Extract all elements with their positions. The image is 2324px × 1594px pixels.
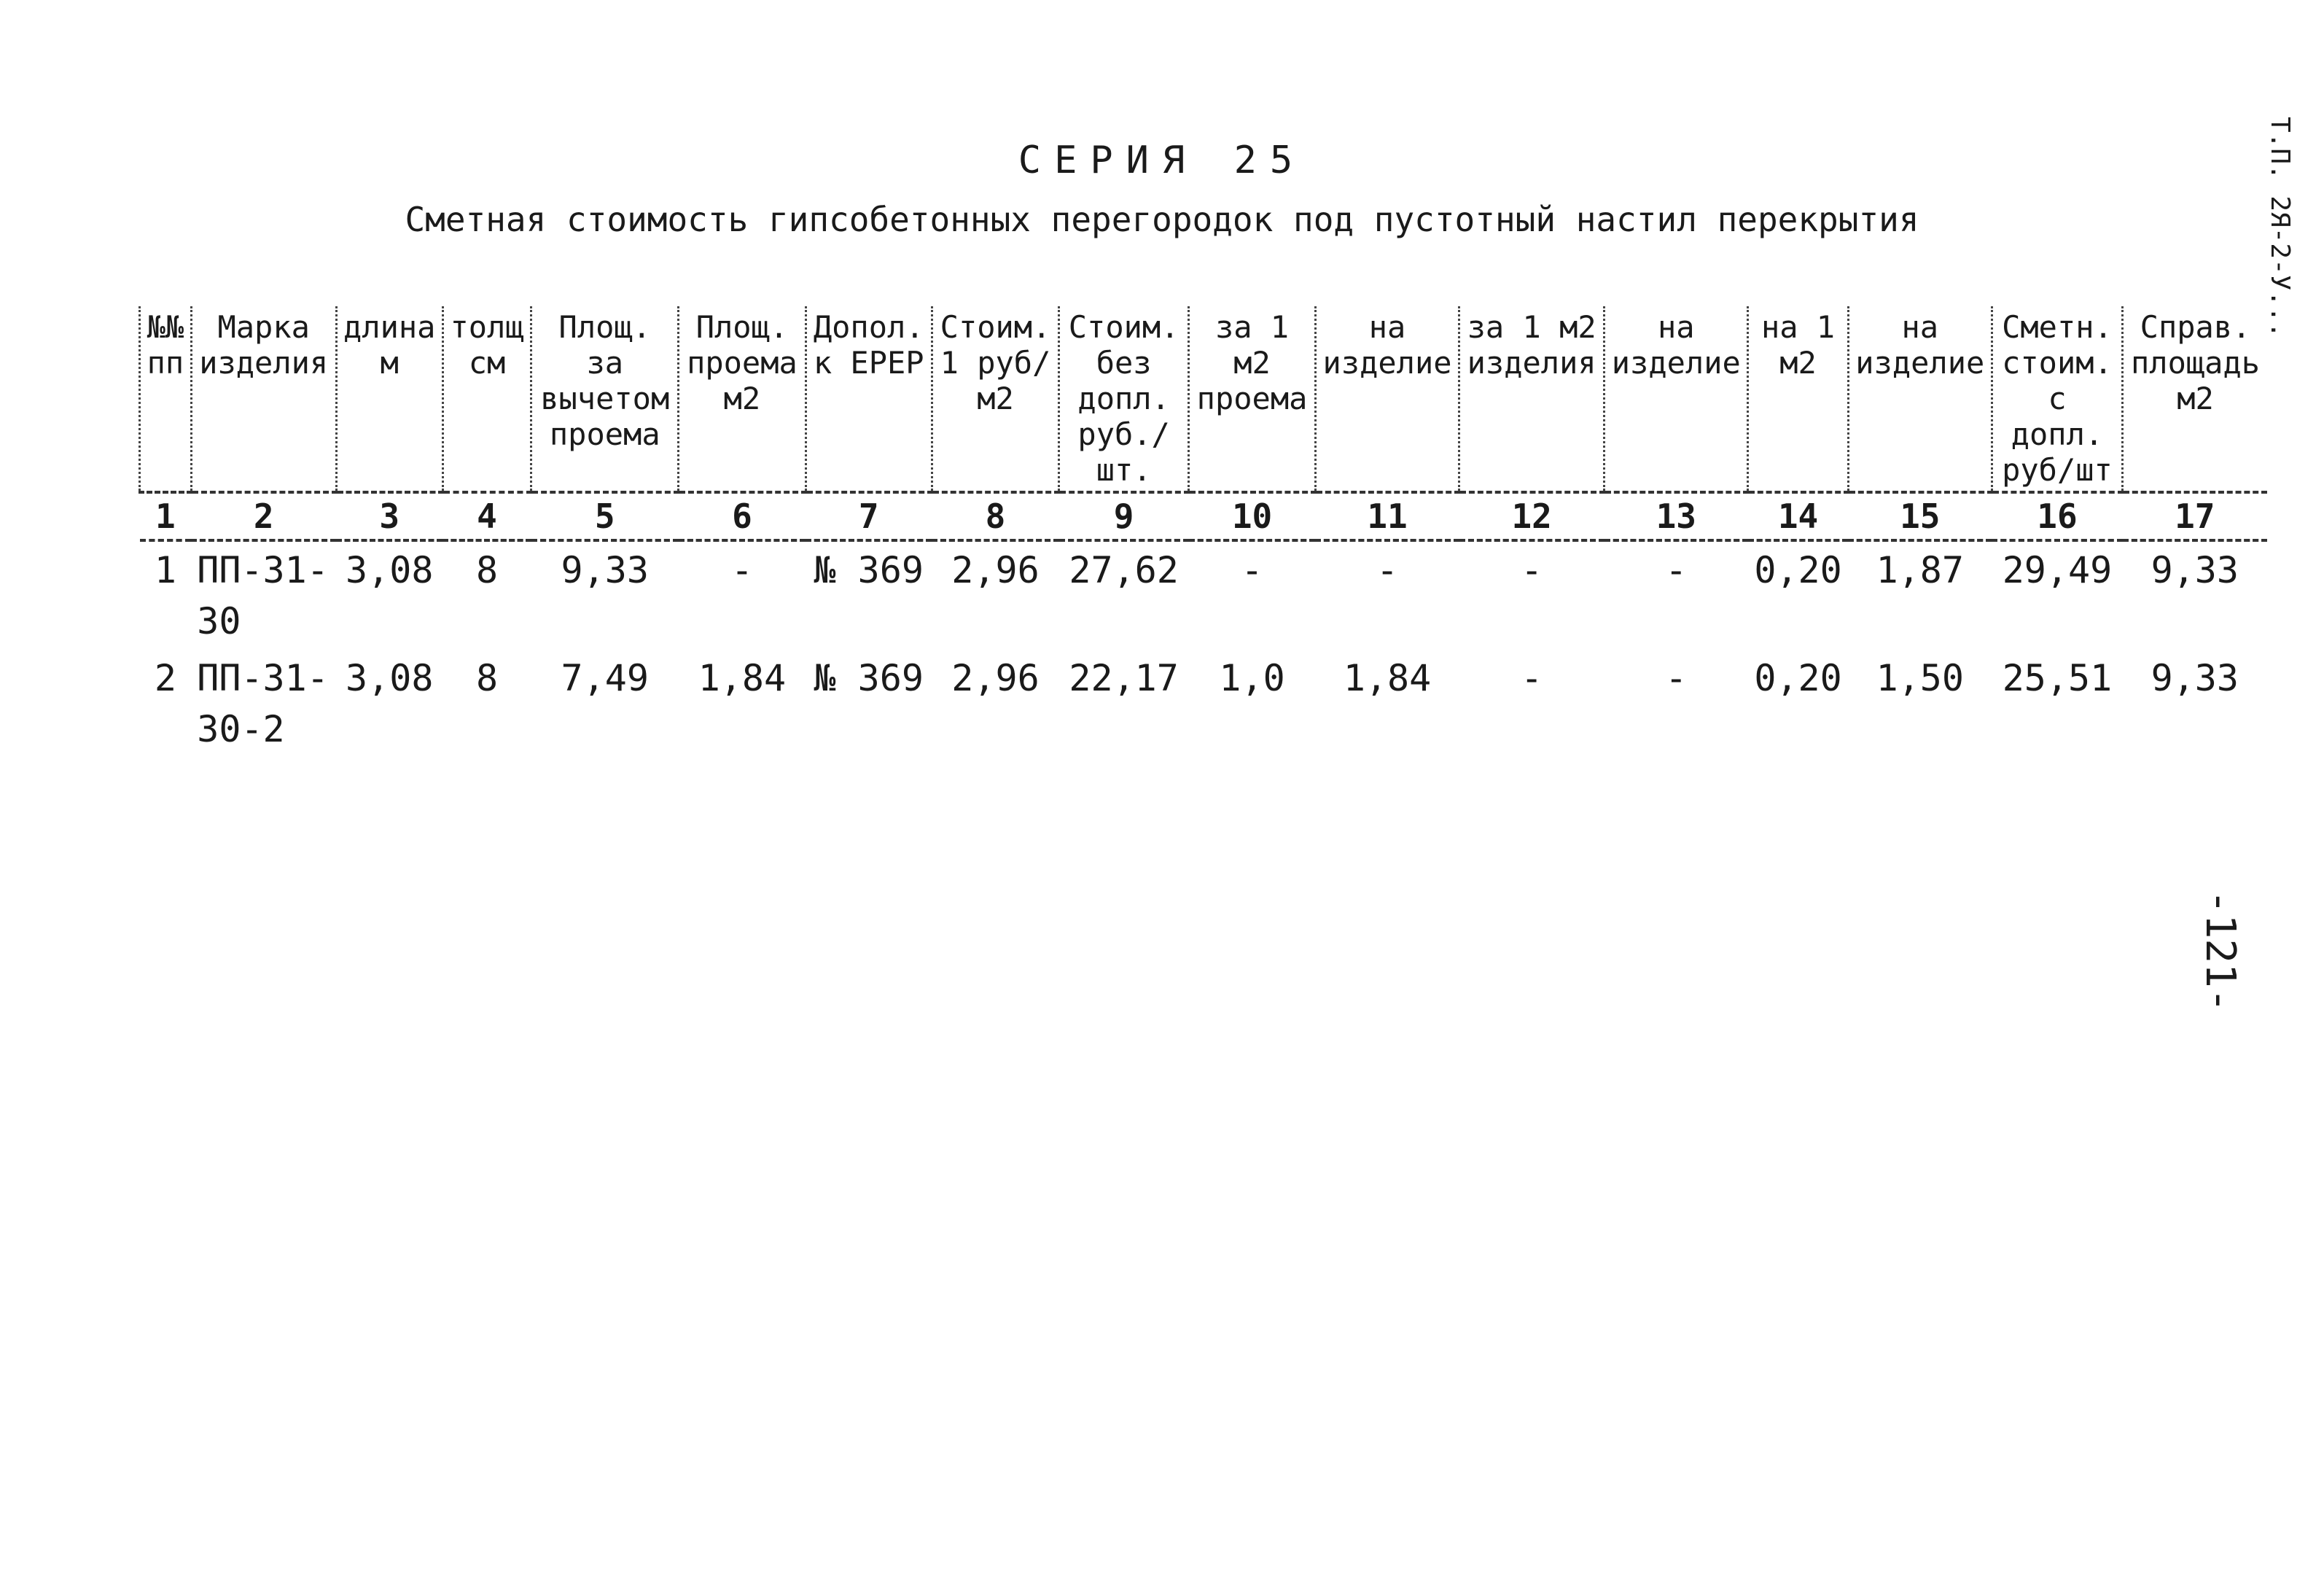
table-cell: 1,87	[1876, 549, 1964, 591]
table-row	[140, 540, 2268, 650]
column-headers	[140, 306, 2268, 492]
table-cell: 2,96	[951, 657, 1040, 699]
table-cell: -	[730, 549, 753, 591]
column-header: на изделие	[1604, 306, 1748, 492]
column-number: 8	[932, 492, 1058, 540]
column-number: 2	[191, 492, 336, 540]
table-cell: 7,49	[561, 657, 649, 699]
table-cell: 1	[154, 549, 176, 591]
side-code: Т.П. 2Я-2-У...	[2265, 117, 2295, 338]
column-header: длина м	[336, 306, 442, 492]
column-number: 9	[1059, 492, 1189, 540]
column-header: Справ. площадь м2	[2123, 306, 2267, 492]
table-cell: 9,33	[561, 549, 649, 591]
table-cell: 1,84	[1343, 657, 1432, 699]
column-number: 13	[1604, 492, 1748, 540]
table-cell: 3,08	[346, 549, 434, 591]
table-cell: 3,08	[346, 657, 434, 699]
series-heading: СЕРИЯ 25	[1018, 139, 1306, 182]
column-number: 17	[2123, 492, 2267, 540]
column-header: Стоим. 1 руб/м2	[932, 306, 1058, 492]
table-cell: 1,0	[1219, 657, 1285, 699]
column-header: за 1 м2 проема	[1189, 306, 1316, 492]
table-cell: 0,20	[1754, 657, 1842, 699]
table-cell: 1,50	[1876, 657, 1964, 699]
table-cell: 8	[475, 657, 499, 699]
table-cell: 22,17	[1069, 657, 1179, 699]
table-row	[140, 650, 2268, 758]
page-number: -121-	[2196, 890, 2244, 1013]
column-number: 6	[679, 492, 806, 540]
document-title: Сметная стоимость гипсобетонных перегородок под пустотный настил перекрытия	[405, 200, 1919, 239]
column-number: 5	[531, 492, 679, 540]
table-cell: 9,33	[2151, 549, 2239, 591]
table-cell: № 369	[814, 657, 924, 699]
column-number: 15	[1848, 492, 1992, 540]
column-header: Площ. за вычетом проема	[531, 306, 679, 492]
column-header: на 1 м2	[1748, 306, 1848, 492]
column-header: за 1 м2 изделия	[1459, 306, 1604, 492]
column-number: 11	[1315, 492, 1459, 540]
table-cell: 0,20	[1754, 549, 1842, 591]
column-header: толщ см	[442, 306, 531, 492]
column-header: Стоим. без допл. руб./шт.	[1059, 306, 1189, 492]
column-number: 7	[806, 492, 932, 540]
table-cell: 2,96	[951, 549, 1040, 591]
column-number: 16	[1992, 492, 2122, 540]
table-cell: -	[1521, 549, 1543, 591]
estimate-table	[139, 306, 2267, 758]
column-header: Сметн. стоим. с допл. руб/шт	[1992, 306, 2122, 492]
column-header: Площ. проема м2	[679, 306, 806, 492]
column-number: 3	[336, 492, 442, 540]
table-cell: 2	[154, 657, 176, 699]
table-cell: № 369	[814, 549, 924, 591]
table-cell: 9,33	[2151, 657, 2239, 699]
column-header: на изделие	[1315, 306, 1459, 492]
column-number: 14	[1748, 492, 1848, 540]
mark-cell: ПП-31-30-2	[197, 657, 329, 750]
table-cell: 25,51	[2002, 657, 2113, 699]
table-cell: 29,49	[2002, 549, 2113, 591]
table-cell: -	[1241, 549, 1263, 591]
column-number: 10	[1189, 492, 1316, 540]
table-cell: 27,62	[1069, 549, 1179, 591]
table-cell: 8	[475, 549, 499, 591]
column-number: 1	[140, 492, 192, 540]
table-body	[140, 540, 2268, 758]
mark-cell: ПП-31-30	[197, 549, 329, 642]
column-header: №№ пп	[140, 306, 192, 492]
column-number: 12	[1459, 492, 1604, 540]
table-cell: -	[1665, 549, 1688, 591]
column-numbers	[140, 492, 2268, 540]
table-cell: -	[1376, 549, 1399, 591]
table-cell: -	[1521, 657, 1543, 699]
table-cell: -	[1665, 657, 1688, 699]
column-header: Допол. к ЕРЕР	[806, 306, 932, 492]
column-number: 4	[442, 492, 531, 540]
table-cell: 1,84	[698, 657, 787, 699]
column-header: Марка изделия	[191, 306, 336, 492]
column-header: на изделие	[1848, 306, 1992, 492]
